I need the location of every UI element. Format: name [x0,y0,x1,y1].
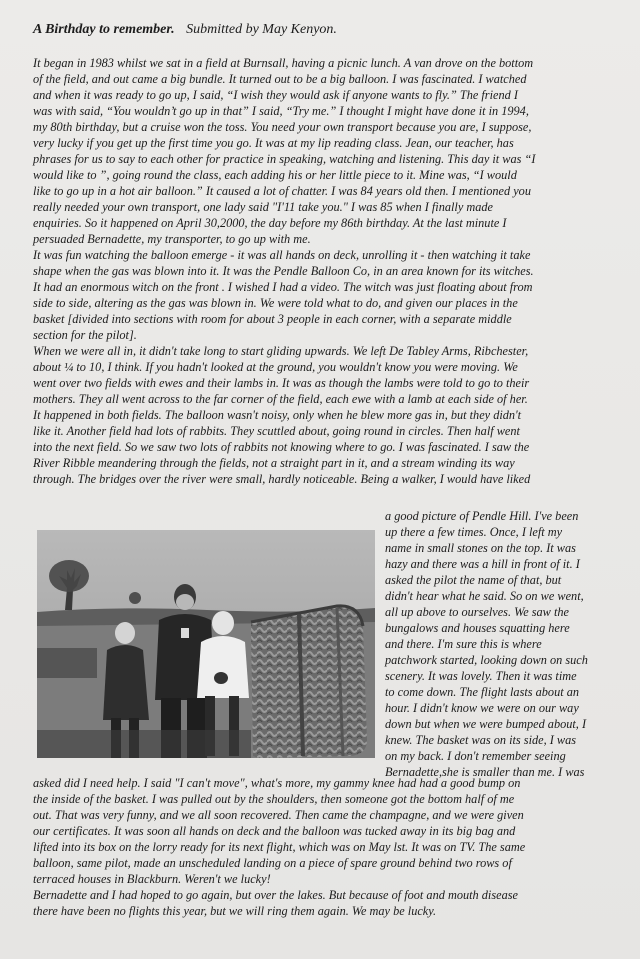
text-line: of the field, and out came a big bundle. It turned out to be a big balloon. I was fascinated. I watched [33,72,527,86]
text-line: It happened in both fields. The balloon wasn't noisy, only when he blew more gas in, but they didn't [33,408,522,422]
text-line: on my back. I don't remember seeing [385,749,566,763]
text-line: was with said, “You wouldn’t go up in that” I said, “Try me.” I thought I might have done it in 1994, [33,104,529,118]
balloon-basket-photo [37,530,375,758]
text-line: hazy and there was a hill in front of it. I [385,557,580,571]
text-line: and there. I'm sure this is where [385,637,542,651]
text-line: persuaded Bernadette, my transporter, to go up with me. [33,232,311,246]
article-heading [33,22,337,38]
text-line: terraced houses in Blackburn. Weren't we lucky! [33,872,271,886]
text-line: mothers. They all went across to the far corner of the field, each ewe with a lamb at each side of her. [33,392,528,406]
text-line: basket [divided into sections with room for about 3 people in each corner, with a separate middle [33,312,512,326]
text-line: about ¼ to 10, I think. If you hadn't looked at the ground, you wouldn't know you were moving. We [33,360,518,374]
text-line: shape when the gas was blown into it. It was the Pendle Balloon Co, in an area known for its witches. [33,264,534,278]
text-line: a good picture of Pendle Hill. I've been [385,509,579,523]
text-line: all up above to ourselves. We saw the [385,605,569,619]
text-line: patchwork started, looking down on such [385,653,588,667]
text-line: section for the pilot]. [33,328,137,342]
text-line: my 80th birthday, but a cruise won the toss. You need your own transport because you are, I suppose, [33,120,532,134]
text-line: very lucky if you get up the first time you go. It was at my lip reading class. Jean, our teacher, has [33,136,514,150]
text-line: bungalows and houses squatting here [385,621,570,635]
text-line: River Ribble meandering through the fields, not a straight part in it, and a stream winding its way [33,456,515,470]
text-line: and when it was ready to go up, I said, “I wish they would ask if anyone wants to fly.” The friend I [33,88,518,102]
text-line: like to go up in a hot air balloon.” It caused a lot of chatter. I was 84 years old then. I mentioned you [33,184,531,198]
text-line: would like to ”, going round the class, each adding his or her little piece to it. Mine was, “I would [33,168,517,182]
text-line: enquiries. So it happened on April 30,2000, the day before my 86th birthday. At the last minute I [33,216,507,230]
text-line: asked the pilot the name of that, but [385,573,562,587]
text-line: out. That was very funny, and we all soon recovered. Then came the champagne, and we were given [33,808,524,822]
text-line: scenery. It was lovely. Then it was time [385,669,577,683]
text-line: lifted into its box on the lorry ready for its next flight, which was on May lst. It was on TV. The same [33,840,526,854]
text-line: asked did I need help. I said "I can't move", what's more, my gammy knee had had a good bump on [33,776,521,790]
text-line: down but when we were bumped about, I [385,717,587,731]
text-line: didn't hear what he said. So on we went, [385,589,584,603]
text-line: hour. I didn't know we were on our way [385,701,579,715]
text-line: Bernadette and I had hoped to go again, but over the lakes. But because of foot and mouth disease [33,888,518,902]
text-line: name in small stones on the top. It was [385,541,576,555]
balloon-basket [251,606,367,758]
text-line: When we were all in, it didn't take long to start gliding upwards. We left De Tabley Arms, Ribchester, [33,344,529,358]
article-title: A Birthday to remember. [33,22,175,37]
text-line: It began in 1983 whilst we sat in a field at Burnsall, having a picnic lunch. A van drove on the bottom [33,56,534,70]
text-line: really needed your own transport, one lady said "I'11 take you." I was 85 when I finally made [33,200,494,214]
text-line: our certificates. It was soon all hands on deck and the balloon was tucked away in its big bag and [33,824,516,838]
text-line: there have been no flights this year, but we will ring them again. We may be lucky. [33,904,437,918]
text-line: side to side, altering as the gas was blown in. We were told what to do, and given our places in the [33,296,518,310]
text-line: It had an enormous witch on the front . I wished I had a video. The witch was just floating about from [33,280,533,294]
text-line: like it. Another field had lots of rabbits. They scuttled about, going round in circles. Then half went [33,424,520,438]
text-line: It was fun watching the balloon emerge - it was all hands on deck, unrolling it - then watching it take [33,248,531,262]
text-line: into the next field. So we saw two lots of rabbits not knowing where to go. I was fascinated. I saw the [33,440,530,454]
text-line: to come down. The flight lasts about an [385,685,580,699]
text-line: went over two fields with ewes and their lambs in. It was as though the lambs were told to go to their [33,376,530,390]
article-byline: Submitted by May Kenyon. [186,22,337,37]
text-line: up there a few times. Once, I left my [385,525,563,539]
text-line: through. The bridges over the river were small, hardly noticeable. Being a walker, I would have liked [33,472,531,486]
text-line: balloon, same pilot, made an unscheduled landing on a piece of spare ground behind two rows of [33,856,512,870]
text-line: phrases for us to say to each other for practice in speaking, watching and listening. This day it was “I [33,152,536,166]
text-line: the inside of the basket. I was pulled out by the shoulders, then someone got the bottom half of me [33,792,515,806]
text-line: knew. The basket was on its side, I was [385,733,577,747]
text-line: Bernadette,she is smaller than me. I was [385,765,585,779]
